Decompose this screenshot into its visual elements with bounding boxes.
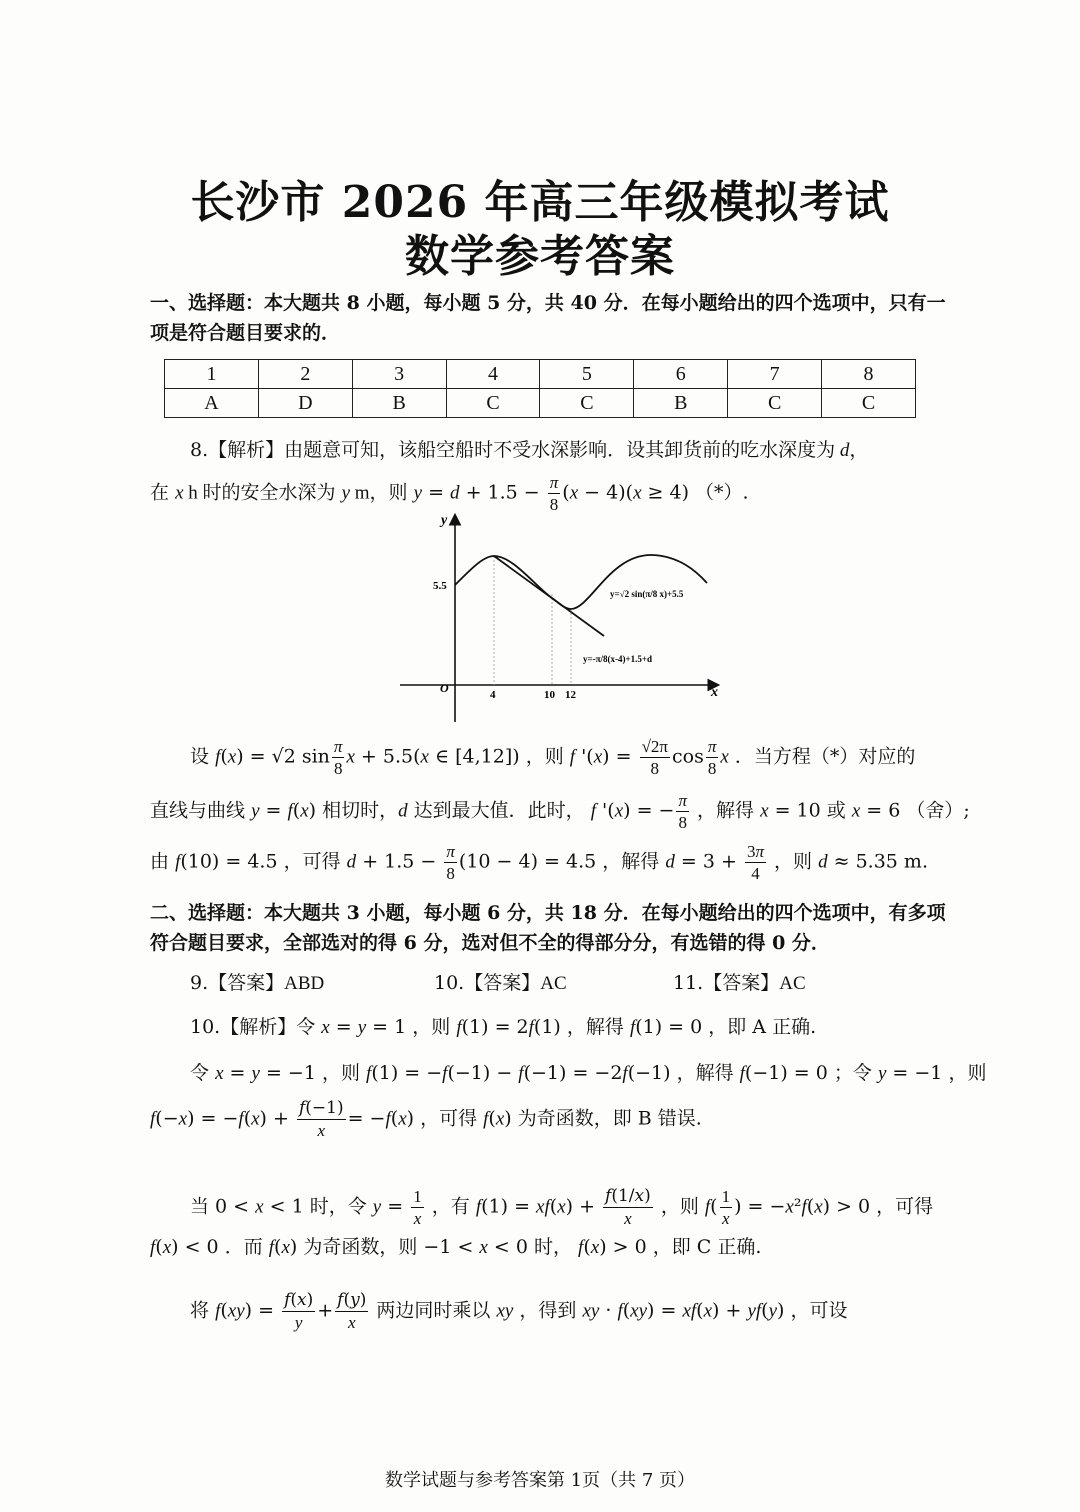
y-tick-label: 5.5 [433, 580, 447, 592]
q8-text: （*）. [695, 481, 749, 504]
table-cell: B [352, 389, 446, 418]
solution-text: 将 [190, 1299, 210, 1322]
table-cell: C [446, 389, 540, 418]
solution-text: ，则 [660, 1195, 699, 1218]
solution-text: ，可得 [283, 850, 341, 873]
solution-text: 当 [190, 1195, 210, 1218]
solution-text: 两边同时乘以 [376, 1299, 491, 1322]
solution-text: 令 [190, 1062, 210, 1084]
tangent-line [494, 556, 604, 636]
q8-line2: 在 x h 时的安全水深为 y m，则 y = d + 1.5 − $\frac{\pi}{8}$ (x − 4)(x ≥ 4) （*）. [150, 473, 749, 514]
solution-text: ，则 [412, 1016, 451, 1038]
solution-text: 10.【解析】令 [190, 1016, 316, 1038]
table-cell: 1 [165, 360, 259, 389]
table-cell: 6 [634, 360, 728, 389]
table-cell: C [540, 389, 634, 418]
y-axis-label: y [441, 513, 448, 528]
answer-value: ABD [284, 973, 325, 994]
solution-text: 达到最大值．此时， [413, 799, 585, 822]
solution-text: ，得到 [519, 1299, 577, 1322]
page-title: 长沙市 2026 年高三年级模拟考试 [190, 177, 890, 228]
answer-label: 11.【答案】 [673, 972, 780, 994]
q10-line1: 10.【解析】令 x = y = 1 ，则 f(1) = 2f(1) ，解得 f(1) = 0 ，即 A 正确. [190, 1016, 817, 1038]
table-cell: 7 [728, 360, 822, 389]
q8-text: ，则 [369, 481, 408, 504]
solution-text: ，则 [774, 850, 813, 873]
section1-heading: 一、选择题：本大题共 8 小题，每小题 5 分，共 40 分．在每小题给出的四个选项中，只有一项是符合题目要求的． [150, 292, 946, 344]
solution-text: 为奇函数，则 [303, 1236, 418, 1258]
solution-text: ，可得 [876, 1195, 934, 1218]
q8-solution-line2: 直线与曲线 y = f(x) 相切时，d 达到最大值．此时， f '(x) = − $\frac{\pi}{8}$ ，解得 x = 10 或 x = 6 （舍）; [150, 791, 970, 832]
answer-table-answers-row [165, 389, 916, 418]
solution-text: ，解得 [566, 1016, 624, 1038]
solution-text: 直线与曲线 [150, 799, 246, 822]
answer-value: AC [540, 973, 567, 994]
solution-text: ，即 A 正确. [708, 1016, 817, 1038]
q8-solution-line3: 由 f(10) = 4.5 ，可得 d + 1.5 − $\frac{\pi}{8}$ (10 − 4) = 4.5 ，解得 d = 3 + $\frac{3\pi}{4}$ ，则 d ≈ 5.35 m. [150, 842, 928, 883]
x-tick-label: 12 [565, 689, 576, 701]
q10-line5: f(x) < 0 ．而 f(x) 为奇函数，则 −1 < x < 0 时， f(x) > 0 ，即 C 正确. [150, 1236, 762, 1258]
solution-text: ，解得 [697, 799, 755, 822]
answer-table [164, 359, 916, 418]
line-label: y=-π/8(x-4)+1.5+d [583, 654, 653, 664]
solution-text: （舍）; [906, 799, 970, 822]
answer-label: 10.【答案】 [434, 972, 541, 994]
solution-text: 相切时， [322, 799, 399, 822]
q8-solution-line1: 设 f(x) = √2 sin $\frac{\pi}{8}$ x + 5.5(x ∈ [4,12]) ，则 f '(x) = $\frac{√2\pi}{8}$ cos $\frac{\pi}{8}$ x ．当方程（*）对应的 [190, 737, 916, 778]
q10-line6: 将 f(xy) = $\frac{f(x)}{y}$ + $\frac{f(y)}{x}$ 两边同时乘以 xy ，得到 xy · f(xy) = xf(x) + yf(y) ，可设 [190, 1290, 848, 1332]
table-cell: C [822, 389, 916, 418]
answer-11 [673, 968, 806, 999]
answer-10 [434, 968, 567, 999]
solution-text: 时，令 [309, 1195, 367, 1218]
solution-text: ，即 C 正确. [652, 1236, 762, 1258]
answer-label: 9.【答案】 [190, 972, 285, 994]
solution-text: ，可得 [420, 1107, 478, 1130]
solution-text: ，解得 [676, 1062, 734, 1084]
section2-heading: 二、选择题：本大题共 3 小题，每小题 6 分，共 18 分．在每小题给出的四个选项中，有多项符合题目要求，全部选对的得 6 分，选对但不全的得部分分，有选错的得 0 分． [150, 902, 946, 954]
page-footer: 数学试题与参考答案第 1页（共 7 页） [384, 1470, 696, 1491]
sine-curve [455, 555, 707, 609]
curve-label: y=√2 sin(π/8 x)+5.5 [610, 589, 684, 599]
table-cell: 4 [446, 360, 540, 389]
solution-text: 由 [150, 850, 170, 873]
q8-line1: 8.【解析】由题意可知，该船空船时不受水深影响．设其卸货前的吃水深度为 d， [190, 439, 869, 461]
solution-text: ，有 [431, 1195, 470, 1218]
table-cell: C [728, 389, 822, 418]
solution-text: ；令 [833, 1062, 872, 1084]
q8-graph [395, 508, 730, 728]
solution-text: 设 [190, 745, 210, 768]
q8-text: 时的安全水深为 [202, 481, 336, 504]
solution-text: ，则 [321, 1062, 360, 1084]
solution-text: ，解得 [602, 850, 660, 873]
q10-line2: 令 x = y = −1 ，则 f(1) = −f(−1) − f(−1) = −2f(−1) ，解得 f(−1) = 0 ；令 y = −1 ，则 [190, 1062, 987, 1084]
table-cell: 3 [352, 360, 446, 389]
table-cell: A [165, 389, 259, 418]
table-cell: D [258, 389, 352, 418]
solution-text: ，可设 [790, 1299, 848, 1322]
solution-text: 为奇函数，即 B 错误. [517, 1107, 702, 1130]
q10-line3: f(−x) = −f(x) + $\frac{f(-1)}{x}$ = −f(x) ，可得 f(x) 为奇函数，即 B 错误. [150, 1098, 702, 1140]
table-cell: 8 [822, 360, 916, 389]
answer-value: AC [779, 973, 806, 994]
solution-text: ，则 [525, 745, 564, 768]
q8-text: 8.【解析】由题意可知，该船空船时不受水深影响．设其卸货前的吃水深度为 [190, 439, 836, 461]
q8-text: 在 [150, 481, 170, 504]
table-cell: 5 [540, 360, 634, 389]
x-tick-label: 4 [490, 689, 496, 701]
solution-text: ．当方程（*）对应的 [734, 745, 916, 768]
solution-text: ．而 [224, 1236, 263, 1258]
answer-9 [190, 968, 324, 999]
page-subtitle: 数学参考答案 [405, 231, 675, 282]
q10-line4: 当 0 < x < 1 时，令 y = $\frac{1}{x}$ ，有 f(1) = xf(x) + $\frac{f(1/x)}{x}$ ，则 f( $\frac{1}{x}$ ) = −x²f(x) > 0 ，可得 [190, 1186, 934, 1228]
x-tick-label: 10 [544, 689, 555, 701]
x-axis-label: x [711, 685, 718, 700]
solution-text: 时， [533, 1236, 572, 1258]
origin-label: O [440, 681, 449, 695]
answer-table-numbers-row [165, 360, 916, 389]
table-cell: B [634, 389, 728, 418]
table-cell: 2 [258, 360, 352, 389]
solution-text: ，则 [948, 1062, 987, 1084]
solution-text: 或 [826, 799, 846, 822]
